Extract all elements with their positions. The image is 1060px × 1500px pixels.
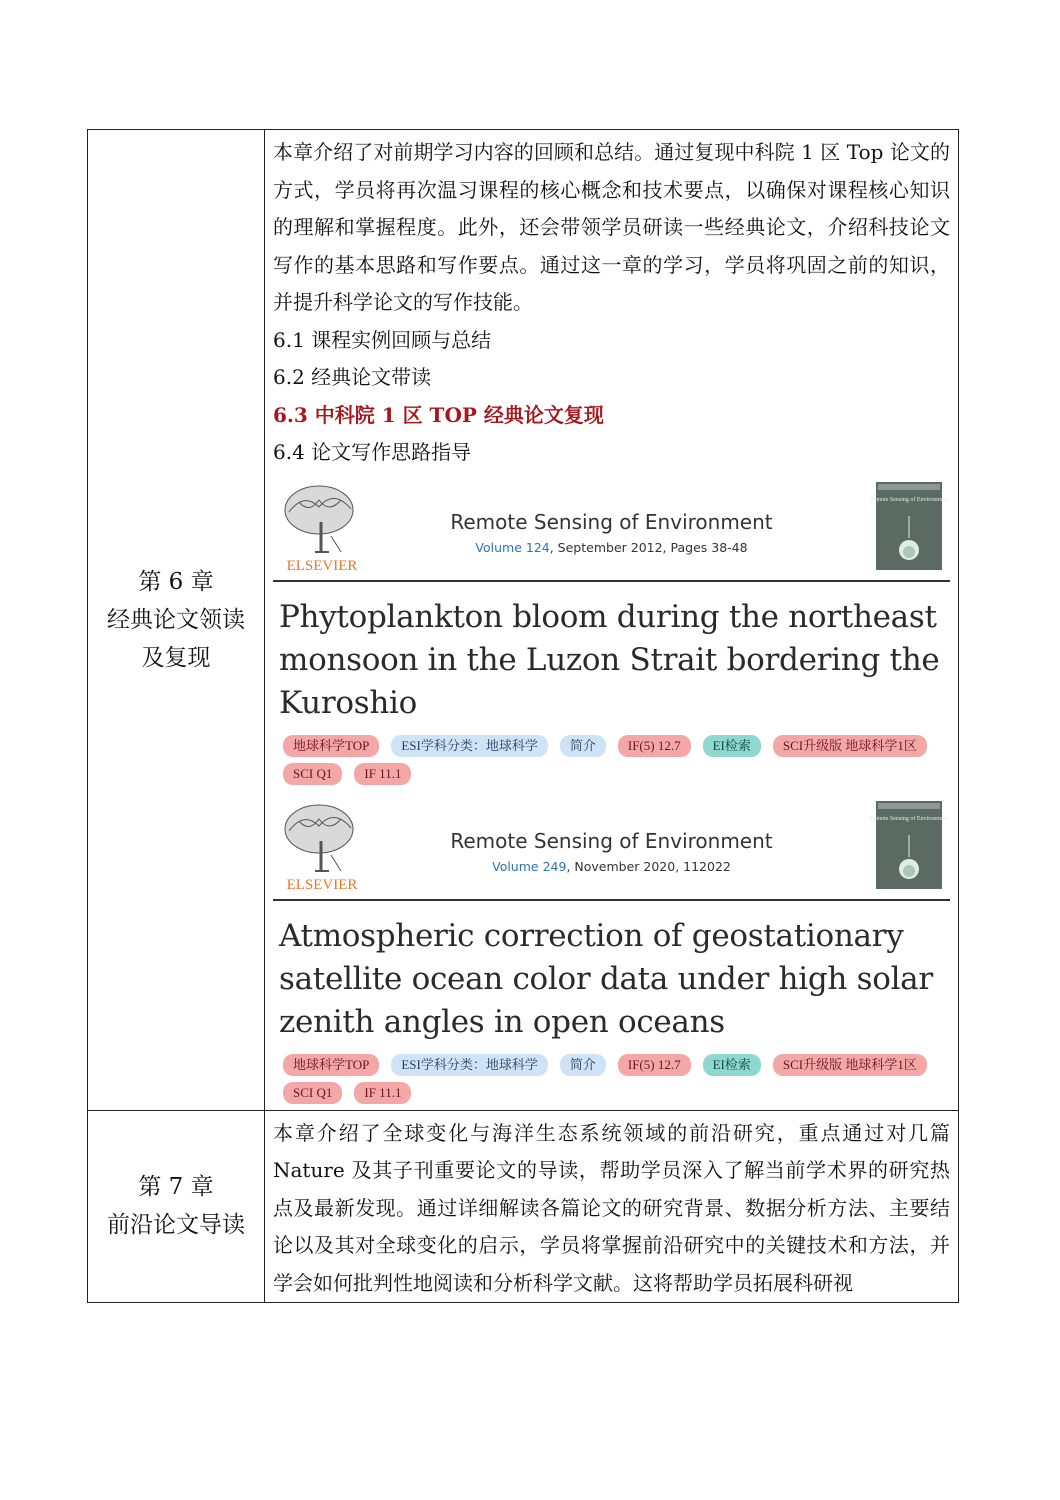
chapter-6-title-cell xyxy=(88,130,265,1110)
tag-earth-science-top: 地球科学TOP xyxy=(283,735,379,757)
chapter-7-name: 前沿论文导读 xyxy=(107,1212,245,1239)
article-card-1 xyxy=(273,480,950,791)
tag-summary[interactable]: 简介 xyxy=(560,1054,606,1076)
journal-meta-1 xyxy=(273,540,950,555)
journal-name-2: Remote Sensing of Environment xyxy=(450,828,773,853)
volume-link-1[interactable]: Volume 124 xyxy=(475,539,550,555)
tag-earth-science-top: 地球科学TOP xyxy=(283,1054,379,1076)
tag-sci-q1: SCI Q1 xyxy=(283,1082,342,1104)
chapter-6-name-line1: 经典论文领读 xyxy=(107,606,245,633)
journal-meta-2 xyxy=(273,859,950,874)
article-tags-1 xyxy=(273,735,950,791)
chapter-7-title-cell xyxy=(88,1111,265,1303)
tag-sci-upgrade: SCI升级版 地球科学1区 xyxy=(773,1054,927,1076)
chapter-7-title xyxy=(107,1168,245,1244)
tag-esi-category: ESI学科分类：地球科学 xyxy=(391,735,548,757)
article-card-2 xyxy=(273,799,950,1110)
chapter-6-toc xyxy=(273,322,950,472)
journal-header-1 xyxy=(273,480,950,582)
chapter-7-intro: 本章介绍了全球变化与海洋生态系统领域的前沿研究，重点通过对几篇 Nature 及其子刊重要论文的导读，帮助学员深入了解当前学术界的研究热点及最新发现。通过详细解读各篇论文的研究背景、数据分析方法、主要结论以及其对全球变化的启示，学员将掌握前沿研究中的关键技术和方法，并学会如何批判性地阅读和分析科学文献。这将帮助学员拓展科研视 xyxy=(273,1120,950,1295)
article-tags-2 xyxy=(273,1054,950,1110)
journal-cover-icon xyxy=(869,801,949,889)
tag-summary[interactable]: 简介 xyxy=(560,735,606,757)
tag-ei-indexed: EI检索 xyxy=(703,1054,761,1076)
tag-sci-upgrade: SCI升级版 地球科学1区 xyxy=(773,735,927,757)
chapter-6-intro: 本章介绍了对前期学习内容的回顾和总结。通过复现中科院 1 区 Top 论文的方式，学员将再次温习课程的核心概念和技术要点，以确保对课程核心知识的理解和掌握程度。此外，还会带领学员研读一些经典论文，介绍科技论文写作的基本思路和写作要点。通过这一章的学习，学员将巩固之前的知识，并提升科学论文的写作技能。 xyxy=(273,140,950,314)
toc-item-6-3: 6.3 中科院 1 区 TOP 经典论文复现 xyxy=(273,402,604,427)
tag-if5: IF(5) 12.7 xyxy=(618,735,691,757)
publisher-name-1: ELSEVIER xyxy=(286,557,358,574)
article-title-1: Phytoplankton bloom during the northeast monsoon in the Luzon Strait bordering the Kuroshio xyxy=(279,598,940,721)
chapter-6-content-cell xyxy=(265,130,958,1110)
chapter-6-title xyxy=(107,563,245,677)
chapter-6-name-line2: 及复现 xyxy=(141,644,211,671)
tag-sci-q1: SCI Q1 xyxy=(283,763,342,785)
journal-header-2 xyxy=(273,799,950,901)
chapter-7-content-cell xyxy=(265,1111,958,1303)
tag-if: IF 11.1 xyxy=(354,1082,411,1104)
issue-info-1: , September 2012, Pages 38-48 xyxy=(549,539,748,555)
tag-ei-indexed: EI检索 xyxy=(703,735,761,757)
syllabus-table xyxy=(87,129,959,1303)
journal-name-1: Remote Sensing of Environment xyxy=(450,509,773,534)
article-title-2: Atmospheric correction of geostationary satellite ocean color data under high solar zenith angles in open oceans xyxy=(279,917,933,1040)
tag-esi-category: ESI学科分类：地球科学 xyxy=(391,1054,548,1076)
cover-title-1: Remote Sensing of Environment xyxy=(869,496,949,503)
chapter-7-row xyxy=(88,1111,958,1303)
volume-link-2[interactable]: Volume 249 xyxy=(492,858,567,874)
publisher-name-2: ELSEVIER xyxy=(286,876,358,893)
chapter-6-number: 第 6 章 xyxy=(138,568,214,595)
issue-info-2: , November 2020, 112022 xyxy=(566,858,731,874)
tag-if: IF 11.1 xyxy=(354,763,411,785)
journal-cover-icon xyxy=(869,482,949,570)
toc-item-6-2: 6.2 经典论文带读 xyxy=(273,365,432,389)
cover-title-2: Remote Sensing of Environment xyxy=(869,815,949,822)
toc-item-6-1: 6.1 课程实例回顾与总结 xyxy=(273,327,492,352)
chapter-6-row xyxy=(88,130,958,1111)
tag-if5: IF(5) 12.7 xyxy=(618,1054,691,1076)
chapter-7-number: 第 7 章 xyxy=(138,1174,214,1201)
toc-item-6-4: 6.4 论文写作思路指导 xyxy=(273,440,472,464)
